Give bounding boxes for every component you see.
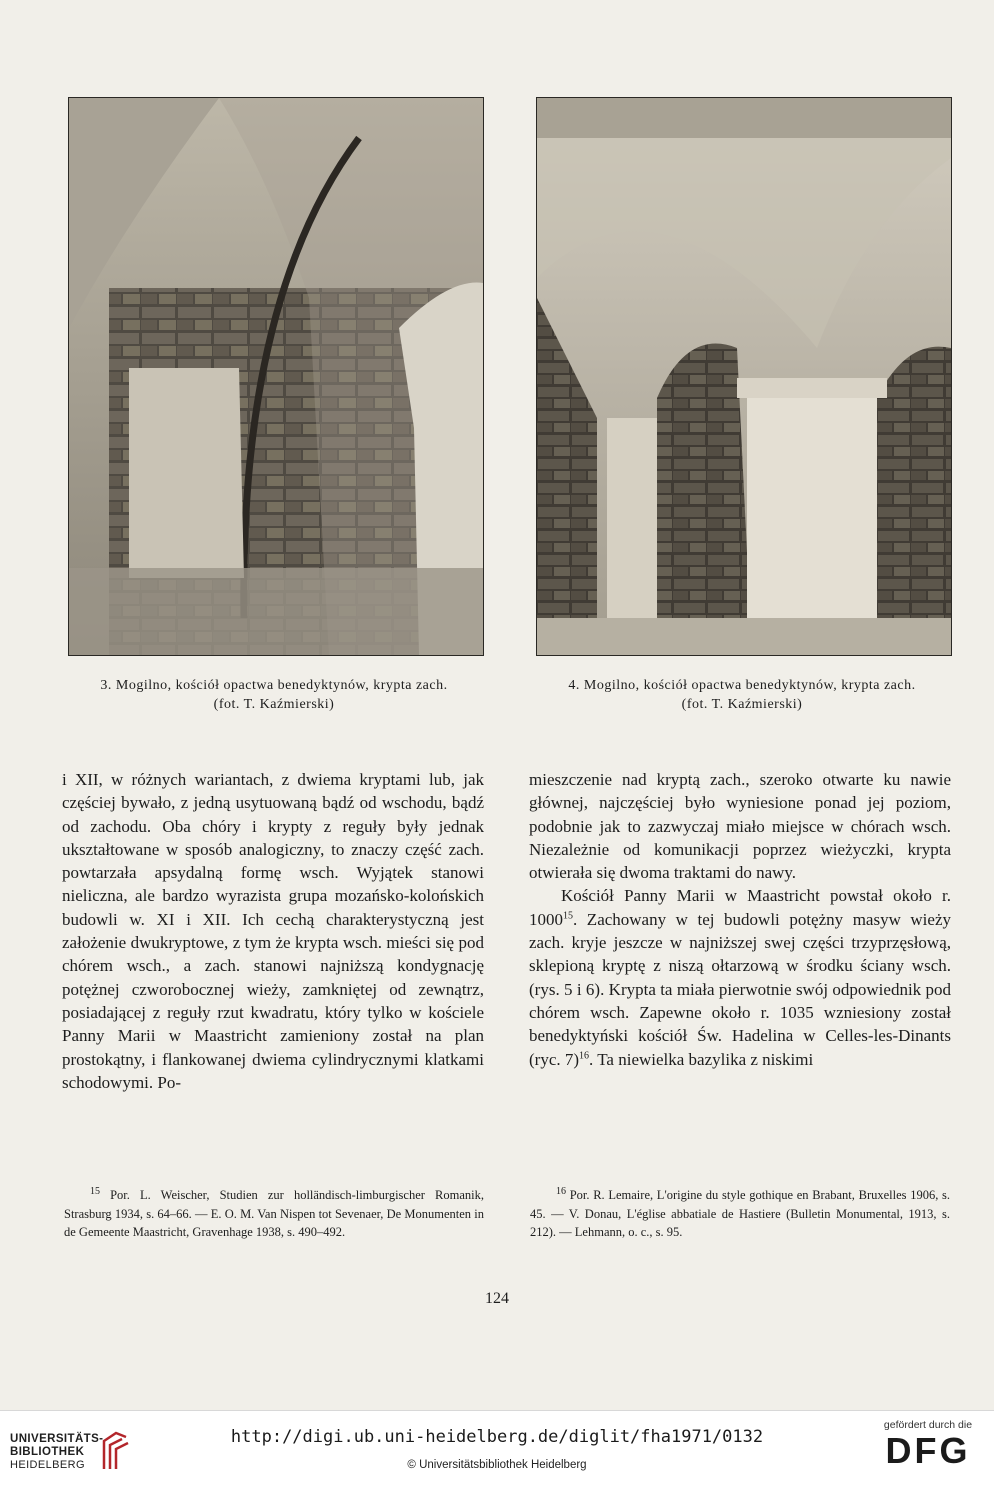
body-paragraph-maastricht — [529, 884, 951, 1070]
footnote-15 — [64, 1186, 484, 1242]
figure-4-caption-credit: (fot. T. Kaźmierski) — [681, 697, 803, 712]
digitization-footer — [0, 1410, 994, 1485]
permalink-url[interactable]: http://digi.ub.uni-heidelberg.de/diglit/fha1971/0132 — [230, 1427, 764, 1447]
body-column-left — [62, 768, 484, 1094]
library-name-line3: HEIDELBERG — [10, 1459, 85, 1471]
figure-4-caption-title: 4. Mogilno, kościół opactwa benedyktynów, krypta zach. — [568, 678, 916, 693]
footnote-16 — [530, 1186, 950, 1242]
footnote-number: 16 — [556, 1185, 566, 1197]
figure-3-caption-title: 3. Mogilno, kościół opactwa benedyktynów, krypta zach. — [100, 678, 448, 693]
funding-tagline: gefördert durch die — [883, 1419, 973, 1431]
footnote-text: Por. L. Weischer, Studien zur holländisch-limburgischer Romanik, Strasburg 1934, s. 64–66. — E. O. M. Van Nispen tot Sevenaer, De Monumenten in de Gemeente Maastricht, Gravenhage 1938, s. 490–492. — [64, 1188, 484, 1239]
figure-3-caption-credit: (fot. T. Kaźmierski) — [213, 697, 335, 712]
crypt-photo-3 — [68, 97, 484, 656]
page-number: 124 — [485, 1290, 509, 1307]
copyright-notice: © Universitätsbibliothek Heidelberg — [407, 1459, 587, 1471]
body-paragraph: mieszczenie nad kryptą zach., szeroko otwarte ku nawie głównej, najczęściej było wyniesione ponad jej poziom, podobnie jak to zazwyczaj miało miejsce w chórach wsch. Niezależnie od komunikacji poprzez wieżyczki, krypta otwierała się dwoma traktami do nawy. — [529, 770, 951, 883]
body-paragraph: i XII, w różnych wariantach, z dwiema kryptami lub, jak częściej bywało, z jedną usytuowaną bądź od wschodu, bądź od zachodu. Oba chóry i krypty z reguły były jednak ukształtowane w sposób analogiczny, to znaczy część zach. powtarzała apsydalną formę wsch. Wyjątek stanowi nieliczna, ale bardzo wyrazista grupa mozańsko-kolońskich budowli w. XI i XII. Ich cechą charakterystyczną jest założenie dwukryptowe, z tym że krypta wsch. mieści się pod chórem wsch., a zach. stanowi najniższą kondygnację potężnej czworobocznej wieży, zamkniętej od zewnątrz, posiadającej z reguły rzut kwadratu, który tylko w kościele Panny Marii w Maastricht zamieniony został na plan prostokątny, i flankowanej dwiema cylindrycznymi klatkami schodowymi. Po- — [62, 770, 484, 1092]
crypt-photo-4 — [536, 97, 952, 656]
text-run: Kościół Panny Marii w Maastricht powstał około r. 1000 — [529, 886, 951, 929]
dfg-funding-logo[interactable] — [878, 1419, 978, 1471]
figure-3-caption — [64, 676, 484, 714]
footnote-text: Por. R. Lemaire, L'origine du style gothique en Brabant, Bruxelles 1906, s. 45. — V. Donau, L'église abbatiale de Hastiere (Bulletin Monumental, 1913, s. 212). — Lehmann, o. c., s. 95. — [530, 1188, 951, 1239]
library-name-line2: BIBLIOTHEK — [10, 1446, 85, 1458]
footnote-ref-15[interactable]: 15 — [563, 910, 573, 922]
footnote-number: 15 — [90, 1185, 100, 1197]
text-run: . Ta niewielka bazylika z niskimi — [589, 1049, 814, 1069]
body-column-right — [529, 768, 951, 1071]
figure-4-caption — [532, 676, 952, 714]
library-name-line1: UNIVERSITÄTS- — [10, 1433, 104, 1445]
text-run: . Zachowany w tej budowli potężny masyw wieży zach. kryje jeszcze w najniższej swej części trzyprzęsłową, sklepioną kryptę z niszą ołtarzową w środku ściany wsch. (rys. 5 i 6). Krypta ta miała pierwotnie swój odpowiednik pod chórem wsch. Zapewne około r. 1035 wzniesiony został benedyktyński kościół Św. Hadelina w Celles-les-Dinants (ryc. 7) — [529, 909, 951, 1069]
footnote-ref-16[interactable]: 16 — [579, 1049, 590, 1061]
dfg-logo-text: DFG — [885, 1430, 971, 1471]
